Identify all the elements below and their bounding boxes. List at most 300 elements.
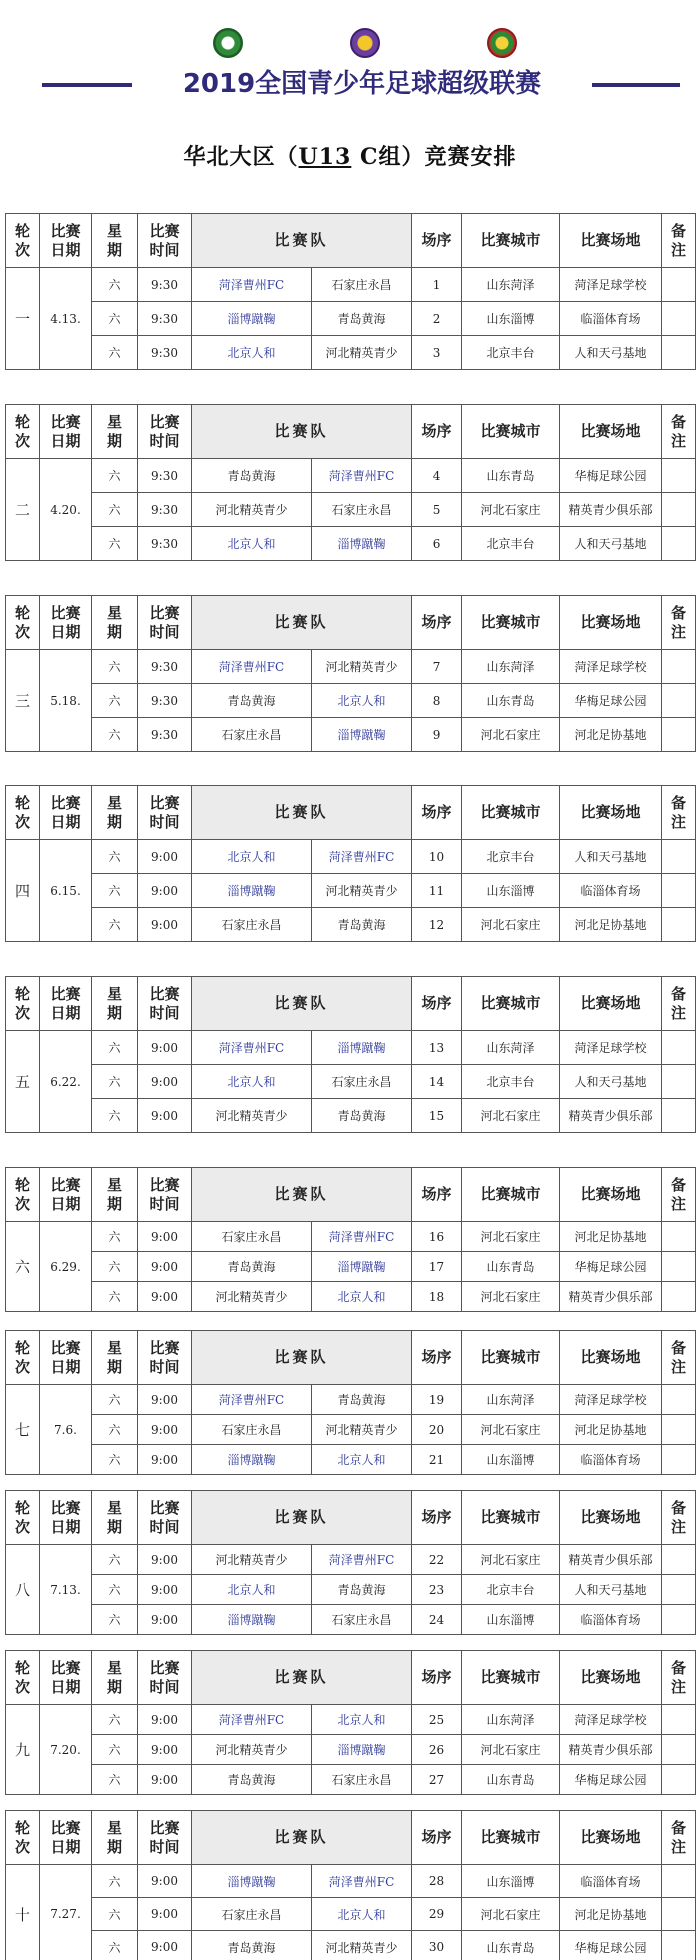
header-teams-text: 比赛队 — [274, 1668, 329, 1686]
team-away: 菏泽曹州FC — [312, 1222, 412, 1252]
team-home: 淄博蹴鞠 — [192, 1445, 312, 1475]
header-match-no-text: 场序 — [421, 1348, 452, 1366]
header-round — [6, 1811, 40, 1865]
table-row — [6, 840, 696, 874]
header-time-text: 时间 — [149, 1003, 180, 1022]
match-note — [662, 1865, 696, 1898]
match-time: 9:30 — [138, 527, 192, 561]
round-date: 5.18. — [40, 650, 92, 752]
match-venue: 临淄体育场 — [560, 1605, 662, 1635]
header-time — [138, 214, 192, 268]
round-table — [5, 976, 696, 1133]
header-teams — [192, 1811, 412, 1865]
match-note — [662, 336, 696, 370]
subtitle-prefix: 华北大区（ — [183, 144, 299, 170]
match-note — [662, 1252, 696, 1282]
match-time: 9:00 — [138, 1575, 192, 1605]
table-row — [6, 1705, 696, 1735]
match-time: 9:00 — [138, 874, 192, 908]
match-weekday: 六 — [92, 459, 138, 493]
title-divider-left — [42, 83, 132, 87]
header-date — [40, 405, 92, 459]
round-number: 八 — [6, 1545, 40, 1635]
match-time: 9:00 — [138, 1385, 192, 1415]
header-match-no-text: 场序 — [421, 803, 452, 821]
match-venue: 河北足协基地 — [560, 1898, 662, 1931]
header-match-no-text: 场序 — [421, 422, 452, 440]
header-time-text: 时间 — [149, 1357, 180, 1376]
match-city: 河北石家庄 — [462, 1282, 560, 1312]
logo-row — [0, 28, 700, 64]
team-home: 北京人和 — [192, 840, 312, 874]
title-row — [0, 66, 700, 102]
team-home: 河北精英青少 — [192, 493, 312, 527]
header-weekday-text: 星 — [106, 1658, 122, 1677]
round-table — [5, 1167, 696, 1312]
match-venue: 河北足协基地 — [560, 1415, 662, 1445]
round-table — [5, 1650, 696, 1795]
match-venue: 人和天弓基地 — [560, 840, 662, 874]
match-note — [662, 1065, 696, 1099]
header-match-no — [412, 1651, 462, 1705]
header-teams — [192, 786, 412, 840]
match-venue: 人和天弓基地 — [560, 527, 662, 561]
round-number: 四 — [6, 840, 40, 942]
match-number: 14 — [412, 1065, 462, 1099]
match-weekday: 六 — [92, 1575, 138, 1605]
match-time: 9:00 — [138, 1735, 192, 1765]
header-note — [662, 1331, 696, 1385]
team-away: 青岛黄海 — [312, 302, 412, 336]
round-date: 6.29. — [40, 1222, 92, 1312]
team-away: 北京人和 — [312, 1705, 412, 1735]
team-home: 北京人和 — [192, 336, 312, 370]
match-venue: 菏泽足球学校 — [560, 650, 662, 684]
match-number: 20 — [412, 1415, 462, 1445]
header-time-text: 比赛 — [149, 221, 180, 240]
match-city: 北京丰台 — [462, 336, 560, 370]
round-date: 4.20. — [40, 459, 92, 561]
header-match-no — [412, 786, 462, 840]
header-venue-text: 比赛场地 — [580, 422, 641, 440]
match-venue: 临淄体育场 — [560, 1865, 662, 1898]
match-time: 9:00 — [138, 1252, 192, 1282]
team-away: 河北精英青少 — [312, 336, 412, 370]
header-venue-text: 比赛场地 — [580, 1185, 641, 1203]
header-match-no — [412, 214, 462, 268]
header-time — [138, 405, 192, 459]
header-note — [662, 596, 696, 650]
table-header-row — [6, 214, 696, 268]
header-date-text: 比赛 — [50, 412, 81, 431]
header-note-text: 注 — [671, 1517, 687, 1536]
header-city — [462, 214, 560, 268]
header-weekday-text: 星 — [106, 221, 122, 240]
team-away: 淄博蹴鞠 — [312, 1735, 412, 1765]
header-round-text: 轮 — [14, 603, 30, 622]
header-match-no-text: 场序 — [421, 1668, 452, 1686]
header-weekday-text: 期 — [106, 812, 122, 831]
header-teams-text: 比赛队 — [274, 231, 329, 249]
match-time: 9:30 — [138, 718, 192, 752]
header-round-text: 轮 — [14, 984, 30, 1003]
team-home: 石家庄永昌 — [192, 718, 312, 752]
header-venue-text: 比赛场地 — [580, 803, 641, 821]
league-logo-icon — [350, 28, 380, 58]
header-round-text: 次 — [14, 1517, 30, 1536]
header-time — [138, 977, 192, 1031]
table-row — [6, 1931, 696, 1960]
match-weekday: 六 — [92, 1545, 138, 1575]
header-date — [40, 1331, 92, 1385]
header-note — [662, 786, 696, 840]
header-venue — [560, 786, 662, 840]
header-date-text: 比赛 — [50, 1818, 81, 1837]
header-time-text: 比赛 — [149, 1175, 180, 1194]
header-weekday-text: 期 — [106, 622, 122, 641]
match-note — [662, 1415, 696, 1445]
header-match-no — [412, 596, 462, 650]
table-row — [6, 1575, 696, 1605]
header-round-text: 次 — [14, 1194, 30, 1213]
round-date: 7.6. — [40, 1385, 92, 1475]
team-away: 河北精英青少 — [312, 1415, 412, 1445]
header-match-no-text: 场序 — [421, 613, 452, 631]
match-weekday: 六 — [92, 1735, 138, 1765]
header-date — [40, 977, 92, 1031]
header-time-text: 时间 — [149, 431, 180, 450]
match-city: 山东淄博 — [462, 874, 560, 908]
header-weekday-text: 期 — [106, 1677, 122, 1696]
header-weekday — [92, 977, 138, 1031]
table-row — [6, 1545, 696, 1575]
header-venue-text: 比赛场地 — [580, 1348, 641, 1366]
header-weekday — [92, 1491, 138, 1545]
round-table — [5, 1330, 696, 1475]
match-weekday: 六 — [92, 650, 138, 684]
match-venue: 河北足协基地 — [560, 908, 662, 942]
table-row — [6, 268, 696, 302]
match-venue: 菏泽足球学校 — [560, 1705, 662, 1735]
match-number: 25 — [412, 1705, 462, 1735]
round-table — [5, 785, 696, 942]
header-weekday — [92, 1168, 138, 1222]
table-row — [6, 908, 696, 942]
header-match-no-text: 场序 — [421, 994, 452, 1012]
header-note-text: 备 — [671, 793, 687, 812]
match-note — [662, 840, 696, 874]
header-teams — [192, 596, 412, 650]
match-note — [662, 1575, 696, 1605]
table-row — [6, 1415, 696, 1445]
header-note-text: 备 — [671, 1818, 687, 1837]
table-row — [6, 1252, 696, 1282]
header-venue-text: 比赛场地 — [580, 1508, 641, 1526]
match-weekday: 六 — [92, 1099, 138, 1133]
header-date-text: 日期 — [50, 622, 81, 641]
header-date-text: 日期 — [50, 812, 81, 831]
match-number: 21 — [412, 1445, 462, 1475]
page-title: 2019全国青少年足球超级联赛 — [182, 69, 542, 99]
header-weekday-text: 期 — [106, 1517, 122, 1536]
team-home: 菏泽曹州FC — [192, 1031, 312, 1065]
match-number: 17 — [412, 1252, 462, 1282]
match-number: 9 — [412, 718, 462, 752]
match-time: 9:30 — [138, 302, 192, 336]
header-note-text: 注 — [671, 431, 687, 450]
match-time: 9:00 — [138, 1031, 192, 1065]
header-date-text: 日期 — [50, 240, 81, 259]
team-home: 菏泽曹州FC — [192, 1705, 312, 1735]
match-venue: 精英青少俱乐部 — [560, 493, 662, 527]
match-note — [662, 493, 696, 527]
team-away: 石家庄永昌 — [312, 1765, 412, 1795]
table-row — [6, 874, 696, 908]
header-time-text: 比赛 — [149, 1818, 180, 1837]
match-note — [662, 1735, 696, 1765]
header-city-text: 比赛城市 — [480, 994, 541, 1012]
table-header-row — [6, 405, 696, 459]
team-home: 河北精英青少 — [192, 1282, 312, 1312]
match-city: 河北石家庄 — [462, 908, 560, 942]
match-city: 河北石家庄 — [462, 1735, 560, 1765]
match-time: 9:00 — [138, 1898, 192, 1931]
round-number: 九 — [6, 1705, 40, 1795]
header-weekday — [92, 214, 138, 268]
match-number: 29 — [412, 1898, 462, 1931]
header-city — [462, 596, 560, 650]
match-note — [662, 650, 696, 684]
match-venue: 菏泽足球学校 — [560, 1385, 662, 1415]
header-note-text: 注 — [671, 1003, 687, 1022]
match-time: 9:00 — [138, 1415, 192, 1445]
match-city: 山东淄博 — [462, 1445, 560, 1475]
team-away: 青岛黄海 — [312, 1099, 412, 1133]
team-home: 石家庄永昌 — [192, 1898, 312, 1931]
match-note — [662, 268, 696, 302]
round-table — [5, 213, 696, 370]
match-city: 山东菏泽 — [462, 1031, 560, 1065]
match-time: 9:00 — [138, 1865, 192, 1898]
header-round-text: 次 — [14, 622, 30, 641]
match-note — [662, 1545, 696, 1575]
match-weekday: 六 — [92, 1222, 138, 1252]
match-venue: 精英青少俱乐部 — [560, 1099, 662, 1133]
table-row — [6, 1065, 696, 1099]
match-time: 9:30 — [138, 650, 192, 684]
header-teams-text: 比赛队 — [274, 1185, 329, 1203]
header-teams — [192, 1168, 412, 1222]
header-teams — [192, 405, 412, 459]
header-weekday-text: 期 — [106, 1003, 122, 1022]
table-row — [6, 336, 696, 370]
team-home: 淄博蹴鞠 — [192, 1605, 312, 1635]
match-time: 9:30 — [138, 459, 192, 493]
header-weekday-text: 星 — [106, 984, 122, 1003]
header-city — [462, 1168, 560, 1222]
match-number: 6 — [412, 527, 462, 561]
header-round — [6, 1651, 40, 1705]
header-round — [6, 405, 40, 459]
match-time: 9:00 — [138, 840, 192, 874]
header-round — [6, 1168, 40, 1222]
header-teams-text: 比赛队 — [274, 1348, 329, 1366]
table-header-row — [6, 786, 696, 840]
match-city: 北京丰台 — [462, 1575, 560, 1605]
header-city — [462, 786, 560, 840]
header-note-text: 备 — [671, 1498, 687, 1517]
table-row — [6, 1099, 696, 1133]
table-row — [6, 1765, 696, 1795]
match-venue: 华梅足球公园 — [560, 1252, 662, 1282]
match-time: 9:30 — [138, 684, 192, 718]
header-venue — [560, 1491, 662, 1545]
header-city — [462, 1491, 560, 1545]
match-weekday: 六 — [92, 493, 138, 527]
match-venue: 精英青少俱乐部 — [560, 1545, 662, 1575]
team-away: 淄博蹴鞠 — [312, 1252, 412, 1282]
header-time-text: 比赛 — [149, 603, 180, 622]
header-venue-text: 比赛场地 — [580, 994, 641, 1012]
match-number: 26 — [412, 1735, 462, 1765]
header-city-text: 比赛城市 — [480, 1185, 541, 1203]
match-weekday: 六 — [92, 1765, 138, 1795]
match-city: 北京丰台 — [462, 1065, 560, 1099]
header-round-text: 次 — [14, 1357, 30, 1376]
header-teams-text: 比赛队 — [274, 1828, 329, 1846]
header-time-text: 比赛 — [149, 1658, 180, 1677]
header-venue — [560, 1168, 662, 1222]
table-row — [6, 302, 696, 336]
match-note — [662, 908, 696, 942]
header-match-no — [412, 1168, 462, 1222]
header-city-text: 比赛城市 — [480, 1508, 541, 1526]
header-teams-text: 比赛队 — [274, 1508, 329, 1526]
header-match-no — [412, 1811, 462, 1865]
header-note-text: 备 — [671, 1338, 687, 1357]
team-home: 石家庄永昌 — [192, 908, 312, 942]
match-weekday: 六 — [92, 1898, 138, 1931]
header-date-text: 比赛 — [50, 1175, 81, 1194]
header-weekday — [92, 786, 138, 840]
header-time — [138, 1331, 192, 1385]
table-row — [6, 1282, 696, 1312]
match-venue: 临淄体育场 — [560, 302, 662, 336]
team-home: 菏泽曹州FC — [192, 650, 312, 684]
match-note — [662, 718, 696, 752]
match-venue: 河北足协基地 — [560, 1222, 662, 1252]
header-time-text: 时间 — [149, 1677, 180, 1696]
header-round-text: 轮 — [14, 1658, 30, 1677]
header-time-text: 比赛 — [149, 1498, 180, 1517]
header-city-text: 比赛城市 — [480, 803, 541, 821]
header-weekday — [92, 596, 138, 650]
team-home: 淄博蹴鞠 — [192, 1865, 312, 1898]
header-date-text: 日期 — [50, 431, 81, 450]
header-round-text: 轮 — [14, 412, 30, 431]
match-number: 19 — [412, 1385, 462, 1415]
match-number: 18 — [412, 1282, 462, 1312]
match-weekday: 六 — [92, 874, 138, 908]
header-weekday-text: 星 — [106, 412, 122, 431]
team-home: 淄博蹴鞠 — [192, 302, 312, 336]
match-city: 河北石家庄 — [462, 1222, 560, 1252]
team-away: 菏泽曹州FC — [312, 459, 412, 493]
header-teams — [192, 1491, 412, 1545]
header-match-no-text: 场序 — [421, 1185, 452, 1203]
header-date — [40, 1811, 92, 1865]
match-note — [662, 1445, 696, 1475]
team-home: 青岛黄海 — [192, 1252, 312, 1282]
header-round — [6, 977, 40, 1031]
match-weekday: 六 — [92, 840, 138, 874]
header-date-text: 比赛 — [50, 1338, 81, 1357]
match-weekday: 六 — [92, 1865, 138, 1898]
match-number: 4 — [412, 459, 462, 493]
team-home: 北京人和 — [192, 527, 312, 561]
match-weekday: 六 — [92, 1282, 138, 1312]
header-date — [40, 786, 92, 840]
header-round-text: 次 — [14, 1003, 30, 1022]
header-time — [138, 1168, 192, 1222]
team-home: 河北精英青少 — [192, 1735, 312, 1765]
header-note-text: 备 — [671, 1658, 687, 1677]
header-time-text: 比赛 — [149, 412, 180, 431]
match-note — [662, 684, 696, 718]
table-row — [6, 1898, 696, 1931]
table-row — [6, 1865, 696, 1898]
round-number: 七 — [6, 1385, 40, 1475]
header-note-text: 备 — [671, 603, 687, 622]
match-note — [662, 1385, 696, 1415]
header-weekday-text: 星 — [106, 603, 122, 622]
team-away: 河北精英青少 — [312, 650, 412, 684]
table-row — [6, 1445, 696, 1475]
header-note — [662, 1811, 696, 1865]
header-venue — [560, 1331, 662, 1385]
match-city: 山东淄博 — [462, 1865, 560, 1898]
match-venue: 人和天弓基地 — [560, 336, 662, 370]
match-city: 山东青岛 — [462, 1931, 560, 1960]
header-note-text: 注 — [671, 1677, 687, 1696]
match-number: 12 — [412, 908, 462, 942]
header-round-text: 次 — [14, 431, 30, 450]
team-away: 青岛黄海 — [312, 908, 412, 942]
header-date-text: 日期 — [50, 1357, 81, 1376]
header-venue — [560, 405, 662, 459]
header-city-text: 比赛城市 — [480, 231, 541, 249]
match-weekday: 六 — [92, 1705, 138, 1735]
match-weekday: 六 — [92, 1031, 138, 1065]
table-header-row — [6, 1331, 696, 1385]
table-row — [6, 650, 696, 684]
match-number: 2 — [412, 302, 462, 336]
match-note — [662, 1099, 696, 1133]
header-match-no-text: 场序 — [421, 231, 452, 249]
header-venue — [560, 1811, 662, 1865]
match-venue: 人和天弓基地 — [560, 1065, 662, 1099]
ministry-emblem-icon — [487, 28, 517, 58]
header-note — [662, 977, 696, 1031]
header-match-no — [412, 405, 462, 459]
header-weekday-text: 期 — [106, 431, 122, 450]
match-city: 山东青岛 — [462, 1252, 560, 1282]
match-time: 9:30 — [138, 268, 192, 302]
round-date: 6.22. — [40, 1031, 92, 1133]
round-table — [5, 1490, 696, 1635]
header-weekday-text: 期 — [106, 1837, 122, 1856]
team-home: 菏泽曹州FC — [192, 1385, 312, 1415]
